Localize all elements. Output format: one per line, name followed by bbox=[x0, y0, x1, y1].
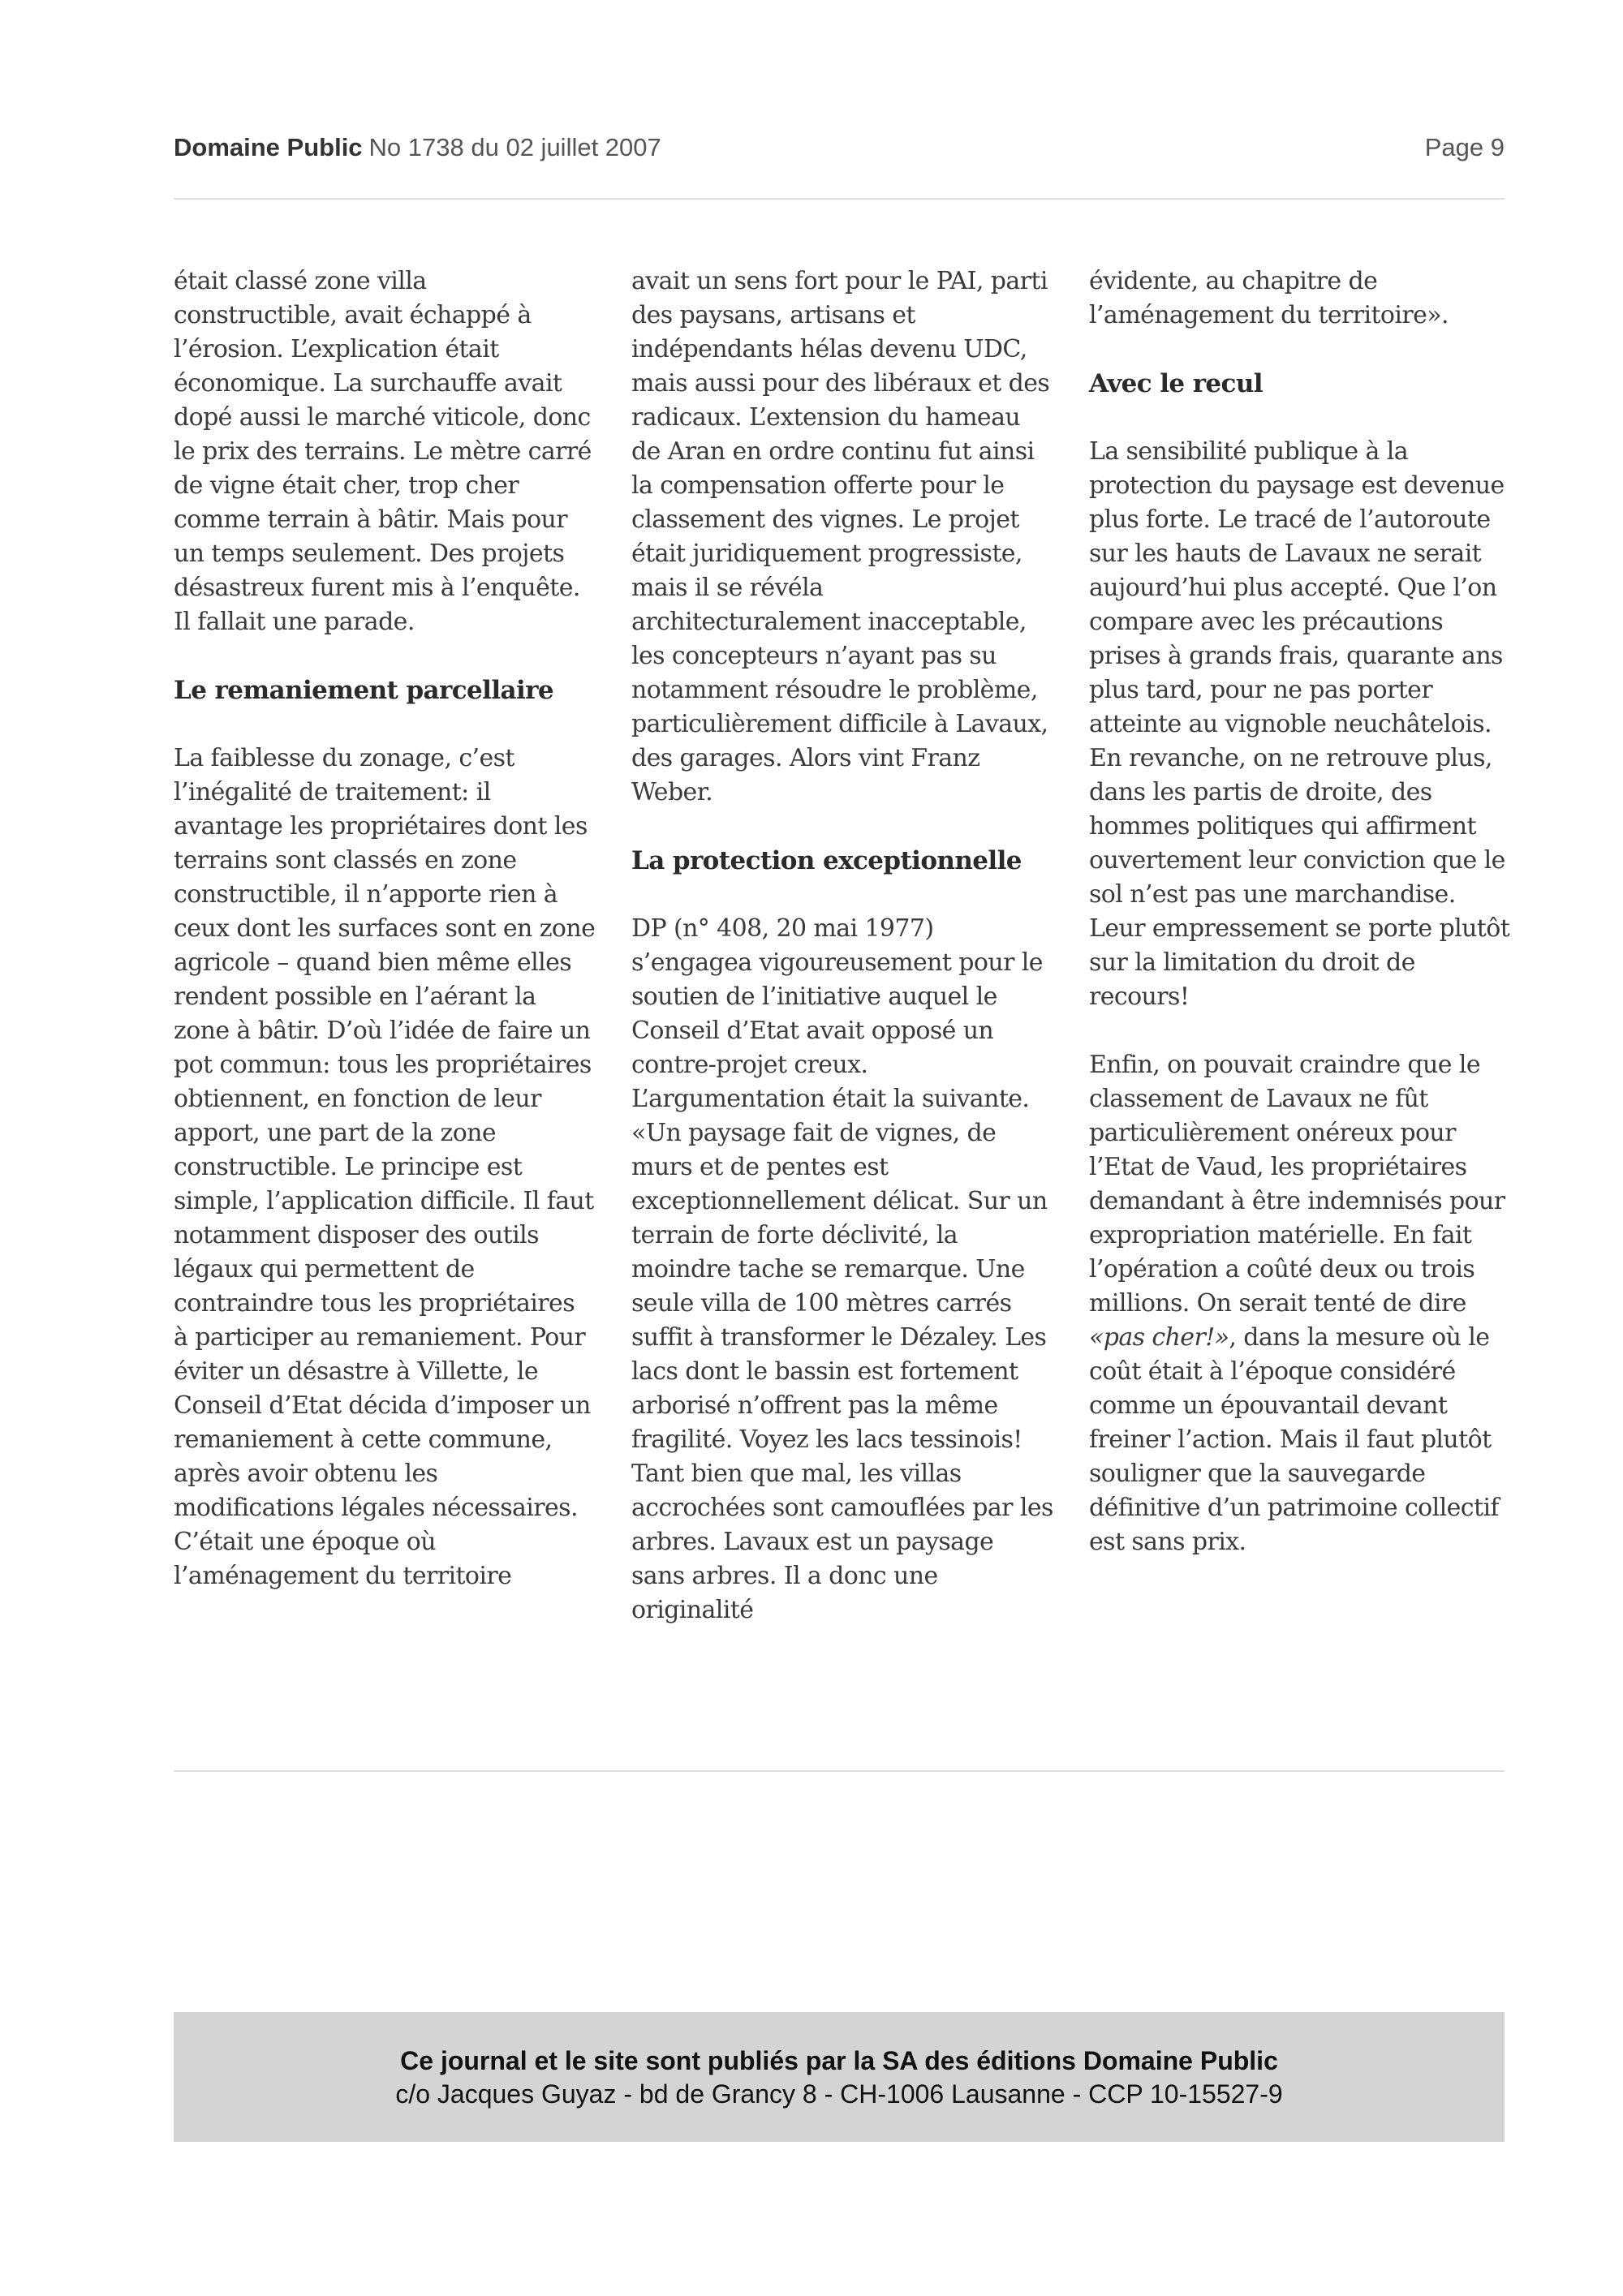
closing-paragraph bbox=[1089, 1048, 1511, 1559]
paragraph: évidente, au chapitre de l’aménagement du territoire». bbox=[1089, 267, 1449, 329]
article-column-1 bbox=[174, 264, 596, 1627]
publication-name: Domaine Public bbox=[174, 133, 363, 161]
paragraph: était classé zone villa constructible, avait échappé à l’érosion. L’explication était économique. La surchauffe avait dopé aussi le marché viticole, donc le prix des terrains. Le mètre carré de vigne était cher, trop cher comme terrain à bâtir. Mais pour un temps seulement. Des projets désastreux furent mis à l’enquête. Il fallait une parade. bbox=[174, 267, 592, 636]
issue-info: No 1738 du 02 juillet 2007 bbox=[368, 133, 661, 161]
closing-text-end: , dans la mesure où le coût était à l’époque considéré comme un épouvantail devant freiner l’action. Mais il faut plutôt souligner que la sauvegarde définitive d’un patrimoine collectif est sans prix. bbox=[1089, 1323, 1499, 1556]
paragraph: avait un sens fort pour le PAI, parti des paysans, artisans et indépendants hélas devenu UDC, mais aussi pour des libéraux et des radicaux. L’extension du hameau de Aran en ordre continu fut ainsi la compensation offerte pour le classement des vignes. Le projet était juridiquement progressiste, mais il se révéla architecturalement inacceptable, les concepteurs n’ayant pas su notamment résoudre le problème, particulièrement difficile à Lavaux, des garages. Alors vint Franz Weber. bbox=[631, 267, 1050, 806]
article-column-2 bbox=[631, 264, 1053, 1662]
article-column-3 bbox=[1089, 264, 1511, 1593]
closing-text-start: Enfin, on pouvait craindre que le classement de Lavaux ne fût particulièrement onéreux pour l’Etat de Vaud, les propriétaires demandant à être indemnisés pour expropriation matérielle. En fait l’opération a coûté deux ou trois millions. On serait tenté de dire bbox=[1089, 1051, 1505, 1318]
footer-divider bbox=[174, 1770, 1505, 1772]
publisher-footer bbox=[174, 2012, 1505, 2142]
page-number: Page 9 bbox=[1424, 133, 1505, 161]
header-divider bbox=[174, 198, 1505, 200]
section-heading: Avec le recul bbox=[1089, 369, 1263, 398]
paragraph: La sensibilité publique à la protection du paysage est devenue plus forte. Le tracé de l’autoroute sur les hauts de Lavaux ne serait aujourd’hui plus accepté. Que l’on compare avec les précautions prises à grands frais, quarante ans plus tard, pour ne pas porter atteinte au vignoble neuchâtelois. En revanche, on ne retrouve plus, dans les partis de droite, des hommes politiques qui affirment ouvertement leur conviction que le sol n’est pas une marchandise. Leur empressement se porte plutôt sur la limitation du droit de recours! bbox=[1089, 437, 1510, 1011]
publisher-address: c/o Jacques Guyaz - bd de Grancy 8 - CH-1006 Lausanne - CCP 10-15527-9 bbox=[395, 2079, 1283, 2109]
page-header bbox=[174, 133, 1505, 169]
publisher-statement: Ce journal et le site sont publiés par la SA des éditions Domaine Public bbox=[400, 2046, 1278, 2075]
closing-text-quote: «pas cher!» bbox=[1089, 1323, 1229, 1352]
paragraph: DP (n° 408, 20 mai 1977) s’engagea vigoureusement pour le soutien de l’initiative auquel le Conseil d’Etat avait opposé un contre-projet creux. L’argumentation était la suivante. «Un paysage fait de vignes, de murs et de pentes est exceptionnellement délicat. Sur un terrain de forte déclivité, la moindre tache se remarque. Une seule villa de 100 mètres carrés suffit à transformer le Dézaley. Les lacs dont le bassin est fortement arborisé n’offrent pas la même fragilité. Voyez les lacs tessinois! Tant bien que mal, les villas accrochées sont camouflées par les arbres. Lavaux est un paysage sans arbres. Il a donc une originalité bbox=[631, 914, 1053, 1624]
paragraph: La faiblesse du zonage, c’est l’inégalité de traitement: il avantage les propriétaires dont les terrains sont classés en zone constructible, il n’apporte rien à ceux dont les surfaces sont en zone agricole – quand bien même elles rendent possible en l’aérant la zone à bâtir. D’où l’idée de faire un pot commun: tous les propriétaires obtiennent, en fonction de leur apport, une part de la zone constructible. Le principe est simple, l’application difficile. Il faut notamment disposer des outils légaux qui permettent de contraindre tous les propriétaires à participer au remaniement. Pour éviter un désastre à Villette, le Conseil d’Etat décida d’imposer un remaniement à cette commune, après avoir obtenu les modifications légales nécessaires. C’était une époque où l’aménagement du territoire bbox=[174, 744, 596, 1590]
section-heading: La protection exceptionnelle bbox=[631, 846, 1022, 875]
section-heading: Le remaniement parcellaire bbox=[174, 676, 554, 705]
